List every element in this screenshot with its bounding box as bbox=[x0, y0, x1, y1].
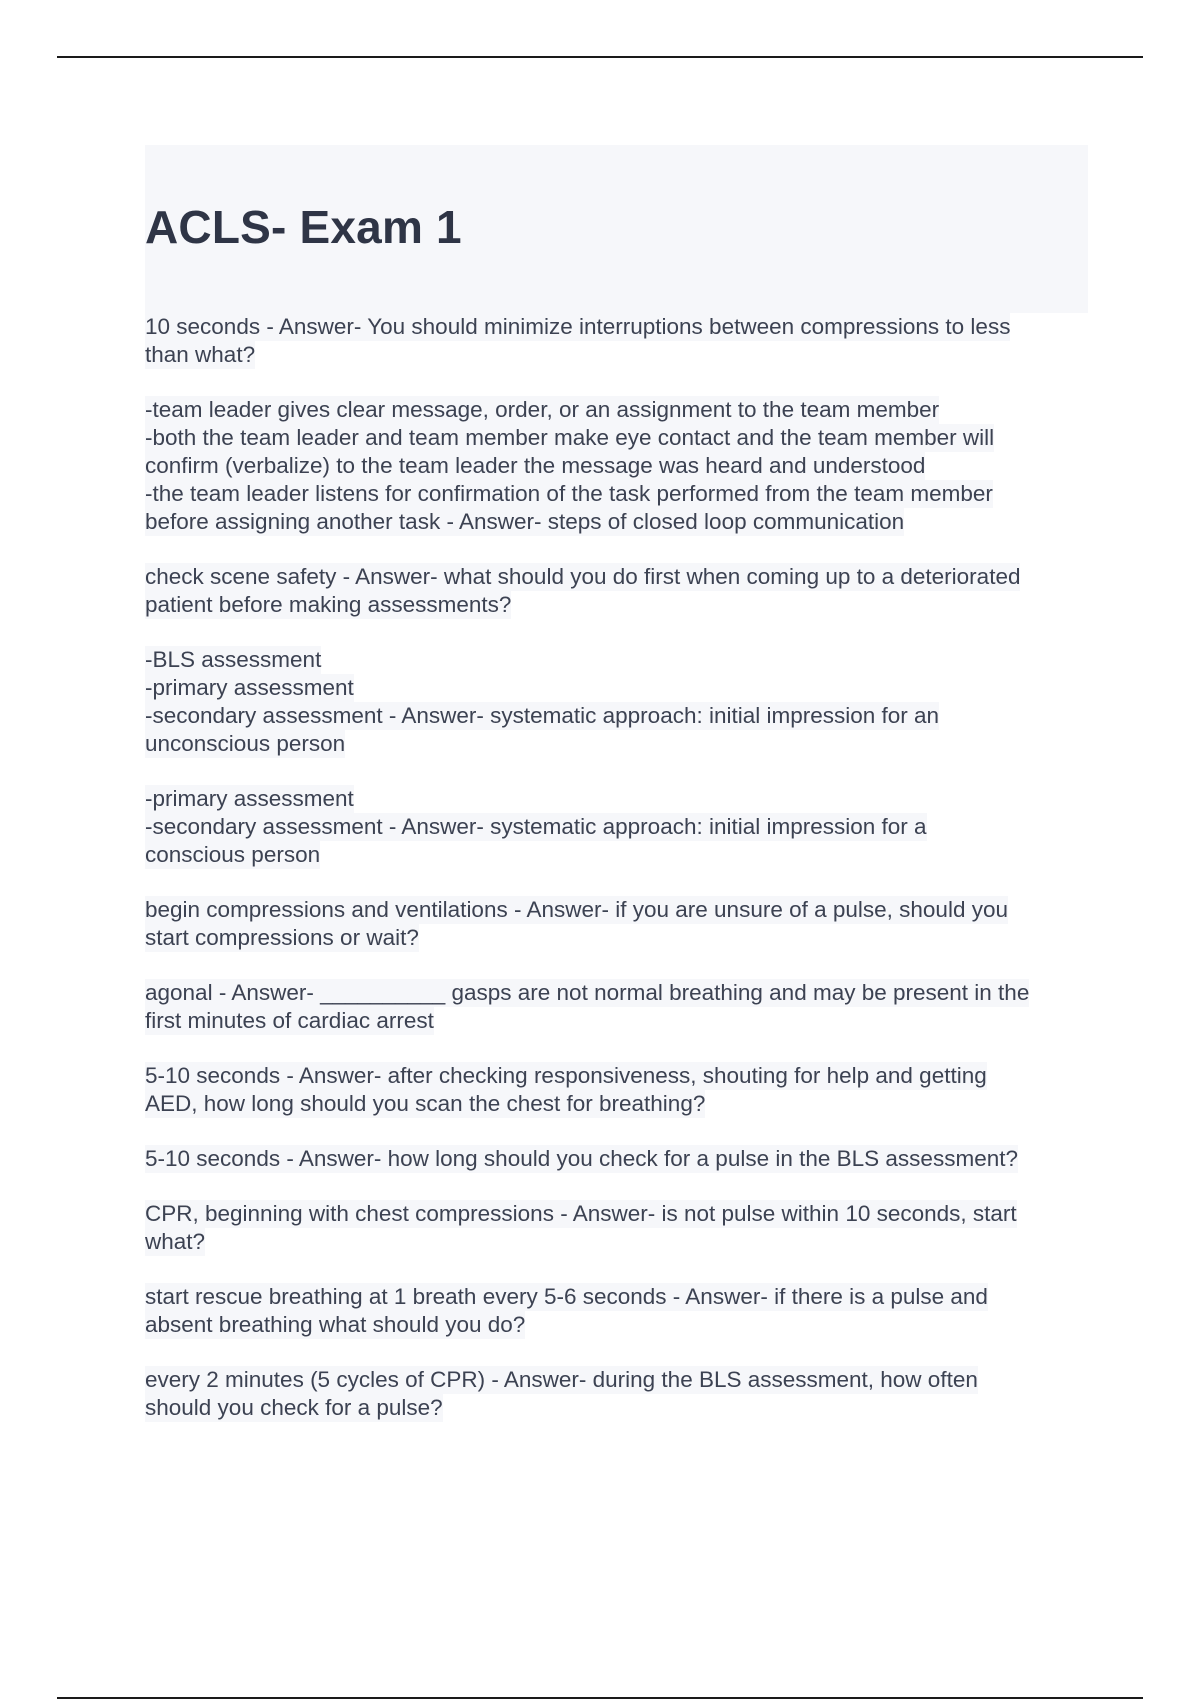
qa-line: -secondary assessment - Answer- systematic approach: initial impression for an bbox=[145, 703, 940, 728]
qa-line: what? bbox=[145, 1229, 206, 1254]
qa-line: -primary assessment bbox=[145, 675, 354, 700]
qa-line: check scene safety - Answer- what should you do first when coming up to a deteriorated bbox=[145, 564, 1021, 589]
qa-line: -team leader gives clear message, order, or an assignment to the team member bbox=[145, 397, 940, 422]
qa-line: first minutes of cardiac arrest bbox=[145, 1008, 434, 1033]
qa-item bbox=[145, 979, 1095, 1035]
qa-line: unconscious person bbox=[145, 731, 346, 756]
qa-list bbox=[145, 313, 1095, 1449]
qa-item bbox=[145, 1200, 1095, 1256]
qa-item bbox=[145, 646, 1095, 758]
qa-line: -both the team leader and team member make eye contact and the team member will bbox=[145, 425, 995, 450]
qa-item bbox=[145, 1145, 1095, 1173]
qa-line: AED, how long should you scan the chest for breathing? bbox=[145, 1091, 706, 1116]
qa-line: before assigning another task - Answer- steps of closed loop communication bbox=[145, 509, 905, 534]
qa-line: patient before making assessments? bbox=[145, 592, 512, 617]
qa-line: -the team leader listens for confirmation of the task performed from the team member bbox=[145, 481, 993, 506]
qa-line: CPR, beginning with chest compressions - Answer- is not pulse within 10 seconds, start bbox=[145, 1201, 1017, 1226]
top-divider bbox=[57, 56, 1143, 58]
qa-line: begin compressions and ventilations - Answer- if you are unsure of a pulse, should you bbox=[145, 897, 1008, 922]
qa-line: than what? bbox=[145, 342, 256, 367]
qa-line: 5-10 seconds - Answer- how long should you check for a pulse in the BLS assessment? bbox=[145, 1146, 1018, 1171]
qa-line: 5-10 seconds - Answer- after checking responsiveness, shouting for help and getting bbox=[145, 1063, 987, 1088]
qa-line: every 2 minutes (5 cycles of CPR) - Answer- during the BLS assessment, how often bbox=[145, 1367, 978, 1392]
qa-line: conscious person bbox=[145, 842, 321, 867]
qa-line: start rescue breathing at 1 breath every 5-6 seconds - Answer- if there is a pulse and bbox=[145, 1284, 988, 1309]
qa-line: -primary assessment bbox=[145, 786, 354, 811]
qa-item bbox=[145, 563, 1095, 619]
qa-line: absent breathing what should you do? bbox=[145, 1312, 526, 1337]
qa-line: confirm (verbalize) to the team leader the message was heard and understood bbox=[145, 453, 926, 478]
qa-line: -secondary assessment - Answer- systematic approach: initial impression for a bbox=[145, 814, 927, 839]
qa-item bbox=[145, 1062, 1095, 1118]
qa-item bbox=[145, 785, 1095, 869]
qa-line: agonal - Answer- __________ gasps are not normal breathing and may be present in the bbox=[145, 980, 1030, 1005]
qa-item bbox=[145, 1366, 1095, 1422]
qa-item bbox=[145, 396, 1095, 536]
qa-line: -BLS assessment bbox=[145, 647, 322, 672]
document-title: ACLS- Exam 1 bbox=[145, 201, 462, 253]
qa-line: 10 seconds - Answer- You should minimize interruptions between compressions to less bbox=[145, 314, 1011, 339]
qa-line: start compressions or wait? bbox=[145, 925, 419, 950]
qa-item bbox=[145, 896, 1095, 952]
qa-line: should you check for a pulse? bbox=[145, 1395, 443, 1420]
qa-item bbox=[145, 1283, 1095, 1339]
qa-item bbox=[145, 313, 1095, 369]
bottom-divider bbox=[57, 1697, 1143, 1699]
